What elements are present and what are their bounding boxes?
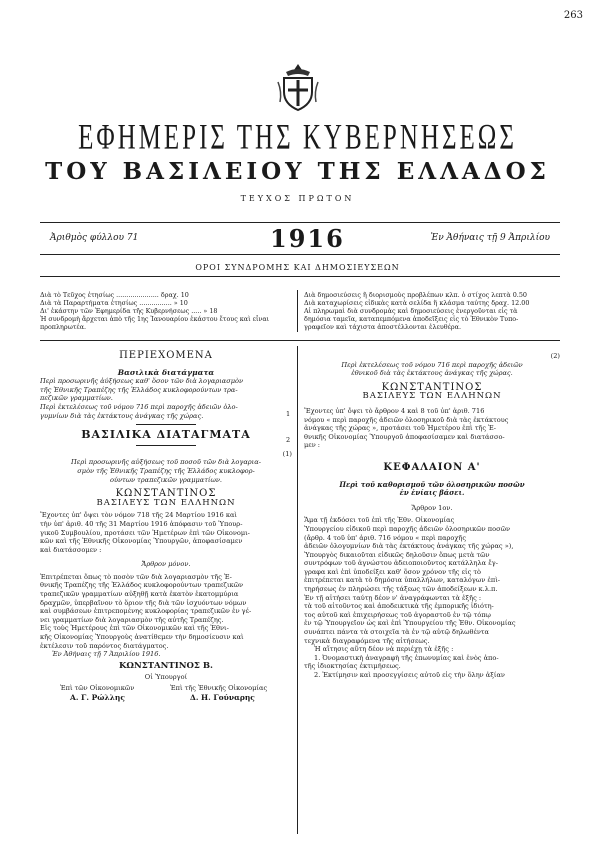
contents-item: πεζικῶν γραμματίων. <box>40 394 113 403</box>
body-rule <box>40 340 560 341</box>
article1-line: ἐν τῷ Ὑπουργεῖον ὡς καὶ ἐπὶ Ὑπουργείου τῆς Ἐθν. Οἰκονομίας <box>304 619 516 628</box>
decree1-title-line: σμὸν τῆς Ἐθνικῆς Τραπέζης τῆς Ἑλλάδος κυκλοφορ- <box>77 466 255 475</box>
issue-line <box>40 224 560 252</box>
decree2-title-line: Περὶ ἐκτελέσεως τοῦ νόμου 716 περὶ παροχῆς ἀδειῶν <box>341 360 523 369</box>
subscription-line: Ἡ συνδρομὴ ἄρχεται ἀπὸ τῆς 1ης Ἰανουαρίου ἑκάστου ἔτους καὶ εἶναι <box>40 315 270 323</box>
header-rule-bottom <box>40 254 560 255</box>
contents-page: 2 <box>286 436 291 444</box>
minister1-role: Ἐπὶ τῶν Οἰκονομικῶν <box>60 684 135 692</box>
decree1-body-line: κῶν καὶ τῆς Ἐθνικῆς Οἰκονομίας Ὑπουργῶν, ἀποφασίσαμεν <box>40 537 243 546</box>
decree1-article-line: τραπεζικῶν γραμματίων αὐξηθῇ κατὰ ἑκατὸν ἑκατομμύρια <box>40 590 239 599</box>
contents-heading: ΠΕΡΙΕΧΟΜΕΝΑ <box>119 350 213 361</box>
article1-line: ἀδειῶν ὁλογυμνίων διὰ τὰς ἐκτάκτους ἀνάγκας τῆς χώρας »), <box>304 542 514 551</box>
subscription-line: Δι' ἑκάστην τῶν Ἐφημερίδα τῆς Κυβερνήσεως ..... » 18 <box>40 307 218 315</box>
chapter-title-line: Περὶ τοῦ καθορισμοῦ τῶν ὀλοσηρικῶν ποσῶν <box>339 480 525 489</box>
article1-line: Ἅμα τῇ ἐκδόσει τοῦ ἐπὶ τῆς Ἐθν. Οἰκονομίας <box>304 516 455 525</box>
decree1-article-line: θνικῆς Τραπέζης τῆς Ἑλλάδος κυκλοφορούντων τραπεζικῶν <box>40 581 244 590</box>
article1-list-intro: Ἡ αἴτησις αὕτη δέον νὰ περιέχῃ τὰ ἐξῆς : <box>314 645 454 654</box>
article1-line: συντρόφων τοῦ ἀγνώστου ἀδειοποιοῦντος κατάλληλα ἔγ- <box>304 559 498 568</box>
subscription-line: δημόσια ταμεῖα, καταπεμπόμενα ἀποδεῖξεις εἰς τὸ Ἐθνικὸν Τυπο- <box>304 315 519 323</box>
decree1-body-line: γικοῦ Συμβουλίου, προτάσει τῶν Ἡμετέρων ἐπὶ τῶν Οἰκονομι- <box>40 528 250 537</box>
decree2-intro-line: μεν : <box>304 441 321 450</box>
article1-line: γραφα καὶ ἐπὶ ὑποδείξει καθ' ὅσον χρόνον τῆς εἰς τὸ <box>304 567 481 576</box>
subscription-rule <box>40 276 560 277</box>
coat-of-arms-icon <box>276 62 320 114</box>
decree2-number: (2) <box>550 352 560 360</box>
contents-item: Περὶ προσωρινῆς ἀύξήσεως καθ' ὅσον τῶν διὰ λογαριασμὸν <box>40 377 244 386</box>
decrees-rule <box>136 445 196 446</box>
ministers-signatures <box>40 684 292 706</box>
subscription-line: Διὰ τὰ Παραρτήματα ἐτησίως ................ » 10 <box>40 299 188 307</box>
article1-line: (ἄρθρ. 4 τοῦ ὑπ' ἀριθ. 716 νόμου « περὶ παροχῆς <box>304 533 467 542</box>
decree1-article-line: κῆς Οἰκονομίας Ὑπουργοὺς ἀνατίθεμεν τὴν δημοσίευσιν καὶ <box>40 633 244 642</box>
article1-line: Ὑπουργὸς δικαιοῦται εἰδικῶς δηλοῦσιν ὅπως μετὰ τῶν <box>304 550 490 559</box>
left-column <box>40 350 292 706</box>
header-rule-top <box>40 222 560 223</box>
subscription-right <box>304 291 560 331</box>
decree1-article-line: νει γραμματίων διὰ λογαριασμὸν τῆς αὐτῆς Τραπέζης. <box>40 615 224 624</box>
decree1-body-line: καὶ διατάσσομεν : <box>40 545 102 554</box>
contents-item: τῆς Ἐθνικῆς Τραπέζης τῆς Ἑλλάδος κυκλοφορούντων τρα- <box>40 385 238 394</box>
decree2-intro-line: θνικῆς Οἰκονομίας Ὑπουργοῦ ἀποφασίσαμεν καὶ διατάσσο- <box>304 432 505 441</box>
article1-line: τηρήσεως ἐν πληρώσει τῆς τάξεως τῶν ἀποδείξεων κ.λ.π. <box>304 585 498 594</box>
decree2-intro-line: Ἔχοντες ὑπ' ὄψει τὸ ἄρθρον 4 καὶ 8 τοῦ ὑπ' ἀριθ. 716 <box>304 406 485 415</box>
issue-date: Ἐν Ἀθήναις τῇ 9 Ἀπριλίου <box>430 233 550 243</box>
contents-subheading: Βασιλικὰ διατάγματα <box>117 367 215 377</box>
kingdom-title: ΤΟΥ ΒΑΣΙΛΕΙΟΥ ΤΗΣ ΕΛΛΑΔΟΣ <box>45 158 550 185</box>
signature-king: ΚΩΝΣΤΑΝΤΙΝΟΣ Β. <box>118 660 213 671</box>
decree2-intro-line: νόμου « περὶ παροχῆς ἀδειῶν ὀλοσηρικοῦ διὰ τὰς ἐκτάκτους <box>304 415 509 424</box>
king-name: ΚΩΝΣΤΑΝΤΙΝΟΣ <box>115 488 217 500</box>
subscription-line: Διὰ δημοσιεύσεις ἢ διορισμοὺς προβλέπων κλπ. ὁ στίχος λεπτὰ 0.50 <box>304 291 527 299</box>
decree1-body-line: τὴν ὑπ' ἀριθ. 40 τῆς 31 Μαρτίου 1916 ἀπόφασιν τοῦ Ὑπουρ- <box>40 519 243 528</box>
decree1-article-line: ἐκτέλεσιν τοῦ παρόντος διατάγματος. <box>40 641 169 650</box>
article-single-label: Ἄρθρον μόνον. <box>141 560 191 569</box>
article1-line: ἐπιτρέπεται κατὰ τὸ δημόσια ὑπαλλήλων, καταλόγων ἐπὶ- <box>304 576 501 585</box>
king-title: ΒΑΣΙΛΕΥΣ ΤΩΝ ΕΛΛΗΝΩΝ <box>96 497 236 508</box>
subscription-line: γραφεῖον καὶ τάχιστα ἀποστέλλονται ἐλευθέρα. <box>304 323 461 331</box>
decrees-heading: ΒΑΣΙΛΙΚΑ ΔΙΑΤΑΓΜΑΤΑ <box>81 428 251 442</box>
article1-line: Ὑπουργείου εἰδικοῦ περὶ παροχῆς ἀδειῶν ὀλοσηρικῶν ποσῶν <box>304 524 510 533</box>
article1-line: συνάπτει πάντα τὰ στοιχεῖα τὰ ἐν τῷ αὐτῷ δηλωθέντα <box>304 628 489 637</box>
page-number: 263 <box>563 10 583 21</box>
article1-line: τὰ τοῦ αἰτοῦντος καὶ ἀποδεικτικὰ τῆς ἐμπορικῆς ἰδιότη- <box>304 602 494 611</box>
issue-number: Ἀριθμὸς φύλλου 71 <box>50 233 139 243</box>
issue-year: 1916 <box>270 224 345 253</box>
decree2-title-line: ἐθνικοῦ διὰ τὰς ἐκτάκτους ἀνάγκας τῆς χώρας. <box>351 369 513 378</box>
article1-line: τος αὐτοῦ καὶ ἐπιχειρήσεως τοῦ ἀγοραστοῦ ἐν τῷ τόπῳ <box>304 610 491 619</box>
contents-item: γυμνίων διὰ τὰς ἐκτάκτους ἀνάγκας τῆς χώρας. <box>40 411 204 420</box>
chapter-title-line: ἐν ἐνίαις βάσει. <box>399 489 465 498</box>
king-name-2: ΚΩΝΣΤΑΝΤΙΝΟΣ <box>381 381 483 393</box>
minister2-role: Ἐπὶ τῆς Ἐθνικῆς Οἰκονομίας <box>170 684 268 692</box>
decree1-article-line: Ἐπιτρέπεται ὅπως τὸ ποσὸν τῶν διὰ λογαριασμὸν τῆς Ἐ- <box>40 572 232 581</box>
subscription-divider <box>297 290 298 332</box>
column-divider <box>297 346 298 834</box>
subscription-line: προπληρωτέα. <box>40 323 87 331</box>
contents-item: Περὶ ἐκτελέσεως τοῦ νόμου 716 περὶ παροχῆς ἀδειῶν ὀλο- <box>40 402 238 411</box>
decree1-title-line: ούντων τραπεζικῶν γραμματίων. <box>110 475 222 484</box>
issue-series: ΤΕΥΧΟΣ ΠΡΩΤΟΝ <box>240 194 355 203</box>
king-title-2: ΒΑΣΙΛΕΥΣ ΤΩΝ ΕΛΛΗΝΩΝ <box>362 391 502 402</box>
decree1-title-line: Περὶ προσωρινῆς αὐξήσεως τοῦ ποσοῦ τῶν διὰ λογαρια- <box>71 458 261 467</box>
article1-line: τεχνικὰ διαγραφόμενα τῆς αἰτήσεως. <box>304 636 430 645</box>
article1-list-item: τῆς ἰδιοκτησίας ἐκτιμήσεως. <box>304 662 401 671</box>
decree1-body-line: Ἔχοντες ὑπ' ὄψει τὸν νόμον 718 τῆς 24 Μαρτίου 1916 καὶ <box>40 511 238 520</box>
subscription-line: Διὰ καταχωρίσεις εἰδικὰς κατὰ σελίδα ἢ κλάσμα ταύτης δραχ. 12.00 <box>304 299 530 307</box>
subscription-line: Διὰ τὸ Τεῦχος ἐτησίως ..................... δραχ. 10 <box>40 291 189 299</box>
right-column <box>304 352 560 680</box>
decree1-number: (1) <box>282 449 292 458</box>
decree1-article-line: δραχμῶν, ὑπερβαῖνον τὸ ὅριον τῆς διὰ τῶν ἰσχυόντων νόμων <box>40 598 247 607</box>
subscription-left <box>40 291 292 331</box>
ministers-label: Οἱ Ὑπουργοί <box>144 673 188 682</box>
contents-rule <box>136 424 196 425</box>
article1-list-item: 2. Ἐκτίμησιν καὶ προσεγγίσεις αὐτοῦ εἰς τὴν ὅλην ἀξίαν <box>314 671 505 679</box>
subscription-title: ΟΡΟΙ ΣΥΝΔΡΟΜΗΣ ΚΑΙ ΔΗΜΟΣΙΕΥΣΕΩΝ <box>195 263 400 272</box>
decree1-date: Ἐν Ἀθήναις τῇ 7 Ἀπριλίου 1916. <box>52 650 161 659</box>
decree1-article-line: Εἰς τοὺς Ἡμετέρους ἐπὶ τῶν Οἰκονομικῶν καὶ τῆς Ἐθνι- <box>40 624 229 633</box>
decree2-intro-line: ἀνάγκας τῆς χώρας », προτάσει τοῦ Ἡμετέρου ἐπὶ τῆς Ἐ- <box>304 424 496 433</box>
article1-label: Ἄρθρον 1ον. <box>411 503 453 512</box>
minister2-name: Δ. Η. Γούναρης <box>190 693 255 702</box>
article1-list-item: 1. Ὀνομαστικὴ ἀναγραφὴ τῆς ἐπωνυμίας καὶ ἑνὸς ἀπο- <box>314 653 499 662</box>
decree1-article-line: καὶ συμβάσεων ἐπιτρεπομένης κυκλοφορίας τραπεζικῶν ἐν γέ- <box>40 607 252 616</box>
subscription-line: Αἱ πληρωμαὶ διὰ συνδρομὰς καὶ δημοσιεύσεις ἐνεργοῦνται εἰς τὰ <box>304 307 518 315</box>
contents-page: 1 <box>286 410 291 418</box>
gazette-title: ΕΦΗΜΕΡΙΣ ΤΗΣ ΚΥΒΕΡΝΗΣΕΩΣ <box>78 118 517 158</box>
minister1-name: Α. Γ. Ρώλλης <box>70 693 125 702</box>
article1-line: Ἐν τῇ αἰτήσει ταύτῃ δέον ν' ἀναγράφωνται τὰ ἐξῆς : <box>304 593 482 602</box>
chapter-heading: ΚΕΦΑΛΑΙΟΝ Α' <box>383 461 481 473</box>
